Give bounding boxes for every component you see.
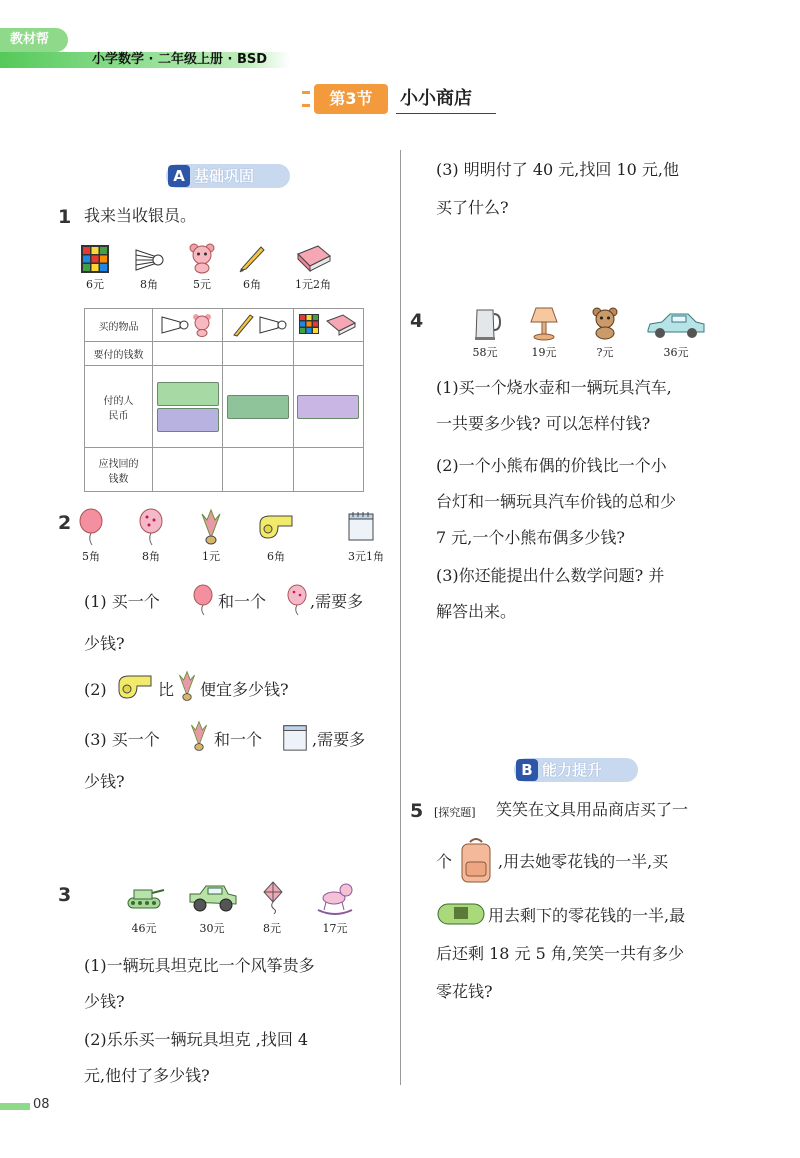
- question-text: 少钱?: [84, 634, 125, 653]
- toy-car-icon: [644, 310, 708, 340]
- table-cell: [153, 309, 223, 342]
- table-cell: [223, 309, 293, 342]
- question-text: (2)乐乐买一辆玩具坦克 ,找回 4: [84, 1030, 309, 1049]
- question-text: 买了什么?: [436, 198, 509, 217]
- item-price: ?元: [596, 346, 614, 359]
- teddy-bear-icon: [590, 306, 620, 340]
- question-text: (2): [84, 680, 107, 699]
- table-row-header: 付的人 民币: [85, 366, 153, 448]
- toy-tank-icon: [122, 880, 166, 914]
- book-subtitle: 小学数学 · 二年级上册 · BSD: [92, 52, 268, 67]
- toy-jeep-icon: [186, 880, 240, 914]
- tag-basic: [166, 164, 290, 188]
- lamp-icon: [528, 304, 560, 342]
- section-title: 小小商店: [396, 84, 496, 114]
- question-text: 比: [158, 680, 175, 699]
- table-row-header: 买的物品: [85, 309, 153, 342]
- shuttlecock-and-bear-icon: [158, 311, 218, 337]
- cashier-table: [84, 308, 364, 492]
- table-cell: [293, 309, 363, 342]
- item-price: 6元: [86, 278, 104, 291]
- item-price: 1元2角: [295, 278, 331, 291]
- question-text: (1)买一个烧水壶和一辆玩具汽车,: [436, 378, 672, 397]
- brand-tab: 教材帮: [0, 28, 68, 52]
- question-text: 笑笑在文具用品商店买了一: [496, 800, 689, 819]
- question-text: (1) 买一个: [84, 592, 160, 611]
- question-text: 一共要多少钱? 可以怎样付钱?: [436, 414, 651, 433]
- question-text: 少钱?: [84, 772, 125, 791]
- question-prompt: 我来当收银员。: [84, 206, 197, 225]
- item-price: 8角: [142, 550, 160, 563]
- section-deco-icon: [300, 88, 314, 110]
- tag-letter: A: [168, 165, 190, 187]
- banknote-icon: [157, 382, 219, 406]
- kettle-icon: [470, 304, 502, 342]
- table-row-header: 应找回的 钱数: [85, 448, 153, 492]
- table-cell: [293, 342, 363, 366]
- item-price: 58元: [472, 346, 498, 359]
- cube-and-eraser-icon: [297, 311, 359, 337]
- tag-letter: B: [516, 759, 538, 781]
- toy-bear-icon: [188, 242, 216, 274]
- question-number: 4: [410, 310, 424, 332]
- question-text: ,需要多: [312, 730, 366, 749]
- item-price: 5角: [82, 550, 100, 563]
- item-price: 6角: [243, 278, 261, 291]
- pink-balloon-icon: [138, 508, 164, 546]
- table-cell: [153, 342, 223, 366]
- item-price: 30元: [199, 922, 225, 935]
- eraser-icon: [294, 244, 332, 272]
- pencil-and-shuttlecock-icon: [228, 311, 288, 337]
- item-price: 19元: [531, 346, 557, 359]
- rubiks-cube-icon: [80, 244, 110, 274]
- table-cell: [223, 366, 293, 448]
- item-price: 5元: [193, 278, 211, 291]
- banknote-icon: [297, 395, 359, 419]
- question-number: 5: [410, 800, 424, 822]
- shuttlecock-icon: [188, 718, 210, 754]
- footer-bar: [0, 1103, 30, 1110]
- question-text: 元,他付了多少钱?: [84, 1066, 210, 1085]
- question-text: 和一个: [214, 730, 263, 749]
- item-price: 3元1角: [348, 550, 384, 563]
- column-divider: [400, 150, 401, 1085]
- backpack-icon: [456, 836, 496, 886]
- question-number: 1: [58, 206, 72, 228]
- question-number: 3: [58, 884, 72, 906]
- notebook-icon: [346, 510, 376, 542]
- question-text: 便宜多少钱?: [200, 680, 289, 699]
- rocking-horse-icon: [314, 880, 356, 916]
- pink-balloon-icon: [286, 584, 308, 616]
- banknote-icon: [157, 408, 219, 432]
- question-text: 零花钱?: [436, 982, 493, 1001]
- item-price: 36元: [663, 346, 689, 359]
- table-cell: [153, 366, 223, 448]
- item-price: 1元: [202, 550, 220, 563]
- table-cell: [153, 448, 223, 492]
- tag-label: 基础巩固: [194, 167, 255, 185]
- pencil-case-icon: [436, 898, 486, 928]
- question-text: ,用去她零花钱的一半,买: [498, 852, 669, 871]
- question-text: 少钱?: [84, 992, 125, 1011]
- question-text: 用去剩下的零花钱的一半,最: [488, 906, 686, 925]
- pencil-icon: [236, 242, 268, 274]
- question-text: 和一个: [218, 592, 267, 611]
- tag-advanced: [514, 758, 638, 782]
- item-price: 6角: [267, 550, 285, 563]
- page-number: 08: [33, 1097, 50, 1112]
- item-price: 46元: [131, 922, 157, 935]
- item-price: 8角: [140, 278, 158, 291]
- question-type-tag: [探究题]: [434, 806, 476, 819]
- red-balloon-icon: [192, 584, 214, 616]
- table-cell: [293, 448, 363, 492]
- shuttlecock-icon: [176, 668, 198, 704]
- question-text: (2)一个小熊布偶的价钱比一个小: [436, 456, 667, 475]
- question-text: 后还剩 18 元 5 角,笑笑一共有多少: [436, 944, 684, 963]
- question-number: 2: [58, 512, 72, 534]
- question-text: 个: [436, 852, 453, 871]
- banknote-icon: [227, 395, 289, 419]
- table-row-header: 要付的钱数: [85, 342, 153, 366]
- question-text: (3) 买一个: [84, 730, 160, 749]
- table-cell: [223, 448, 293, 492]
- kite-icon: [262, 880, 284, 914]
- whistle-icon: [256, 512, 296, 542]
- whistle-icon: [114, 672, 156, 702]
- question-text: 解答出来。: [436, 602, 517, 621]
- item-price: 8元: [263, 922, 281, 935]
- table-cell: [293, 366, 363, 448]
- question-text: 台灯和一辆玩具汽车价钱的总和少: [436, 492, 677, 511]
- shuttlecock-icon: [198, 508, 224, 546]
- question-text: (1)一辆玩具坦克比一个风筝贵多: [84, 956, 315, 975]
- table-cell: [223, 342, 293, 366]
- question-text: (3) 明明付了 40 元,找回 10 元,他: [436, 160, 679, 179]
- item-price: 17元: [322, 922, 348, 935]
- question-text: (3)你还能提出什么数学问题? 并: [436, 566, 665, 585]
- red-balloon-icon: [78, 508, 104, 546]
- question-text: ,需要多: [310, 592, 364, 611]
- shuttlecock-icon: [134, 244, 164, 274]
- tag-label: 能力提升: [542, 761, 603, 779]
- question-text: 7 元,一个小熊布偶多少钱?: [436, 528, 625, 547]
- section-number: 第3节: [314, 84, 388, 114]
- notebook-icon: [280, 722, 310, 752]
